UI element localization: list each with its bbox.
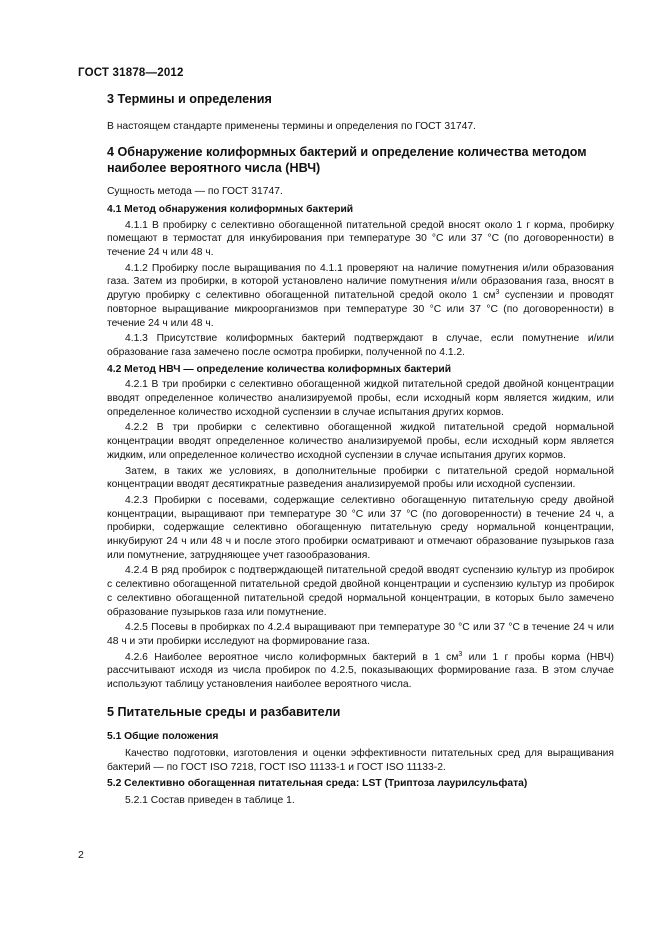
paragraph-4-2-1: 4.2.1 В три пробирки с селективно обогащенной жидкой питательной средой двойной концентрации вводят определенное количество анализируемой пробы, если исходный корм является жидким, или определенное количество исходной суспензии в случае испытания других кормов. <box>107 379 614 418</box>
paragraph-4-2-6 <box>107 651 614 692</box>
paragraph-4-2-5: 4.2.5 Посевы в пробирках по 4.2.4 выращивают при температуре 30 °С или 37 °С в течение 24 ч или 48 ч и эти пробирки исследуют на формирование газа. <box>107 622 614 647</box>
paragraph-5-1: Качество подготовки, изготовления и оценки эффективности питательных сред для выращивания бактерий — по ГОСТ ISO 7218, ГОСТ ISO 11133-1 и ГОСТ ISO 11133-2. <box>107 748 614 773</box>
subsection-5-1-title: 5.1 Общие положения <box>107 731 219 743</box>
section-5-title: 5 Питательные среды и разбавители <box>107 704 341 719</box>
subsection-4-2-title: 4.2 Метод НВЧ — определение количества колиформных бактерий <box>107 363 452 375</box>
cubic-superscript: 3 <box>495 289 500 297</box>
paragraph-4-1-2-part-a: 4.1.2 Пробирку после выращивания по 4.1.1 проверяют на наличие помутнения и/или образования газа. Затем из пробирки, в которой установлено наличие помутнения и/или образования газа, вносят в другую пробирку с селективно обогащенной питательной средой около 1 см <box>107 262 614 302</box>
paragraph-4-2-6-part-a: 4.2.6 Наиболее вероятное число колиформных бактерий в 1 см <box>125 651 459 663</box>
subsection-5-2-title: 5.2 Селективно обогащенная питательная среда: LST (Триптоза лаурилсульфата) <box>107 778 528 790</box>
paragraph-4-2-6-part-b: или 1 г пробы корма (НВЧ) рассчитывают исходя из числа пробирок по 4.2.5, показывающих формирование газа. В этом случае используют таблицу установления наиболее вероятного числа. <box>107 651 614 691</box>
section-3-paragraph: В настоящем стандарте применены термины и определения по ГОСТ 31747. <box>107 120 476 132</box>
paragraph-4-2-3: 4.2.3 Пробирки с посевами, содержащие селективно обогащенную питательную среду двойной концентрации, выращивают при температуре 30 °С или 37 °С (по договоренности) в течение 24 ч, а пробирки, содержащие селективно обогащенную питательную среду нормальной концентрации, инкубируют 24 ч или 48 ч и после этого пробирки осматривают и отмечают образование пузырьков газа или помутнение, затрудняющее учет газообразования. <box>107 494 614 561</box>
paragraph-4-1-2 <box>107 262 614 331</box>
paragraph-5-2-1: 5.2.1 Состав приведен в таблице 1. <box>125 795 295 807</box>
cubic-superscript: 3 <box>458 650 463 658</box>
page-number: 2 <box>78 849 84 861</box>
paragraph-4-1-3: 4.1.3 Присутствие колиформных бактерий подтверждают в случае, если помутнение и/или образование газа замечено после осмотра пробирки, полученной по 4.1.2. <box>107 333 614 358</box>
subsection-4-1-title: 4.1 Метод обнаружения колиформных бактерий <box>107 203 354 215</box>
section-4-intro: Сущность метода — по ГОСТ 31747. <box>107 186 283 198</box>
document-header: ГОСТ 31878—2012 <box>78 67 184 79</box>
paragraph-4-1-2-part-b: суспензии и проводят повторное выращивание микроорганизмов при температуре 30 °С или 37 °С (по договоренности) в течение 24 ч или 48 ч. <box>107 290 614 329</box>
section-3-title: 3 Термины и определения <box>107 92 272 106</box>
paragraph-4-2-2: 4.2.2 В три пробирки с селективно обогащенной жидкой питательной средой нормальной концентрации вводят определенное количество анализируемой пробы, если исходный корм является жидким, или определенное количество исходной суспензии в случае испытания других кормов. <box>107 422 614 461</box>
paragraph-4-2-4: 4.2.4 В ряд пробирок с подтверждающей питательной средой вводят суспензию культур из пробирок с селективно обогащенной питательной средой двойной концентрации и суспензию культур из пробирок с селективно обогащенной питательной средой нормальной концентрации, в которых было замечено образование пузырьков газа или помутнение. <box>107 565 614 618</box>
paragraph-4-2-2-continuation: Затем, в таких же условиях, в дополнительные пробирки с питательной средой нормальной концентрации вводят десятикратные разведения анализируемой пробы или исходной суспензии. <box>107 465 614 491</box>
document-body <box>107 92 614 808</box>
section-4-title: 4 Обнаружение колиформных бактерий и определение количества методом наиболее вероятного числа (НВЧ) <box>107 145 587 175</box>
paragraph-4-1-1: 4.1.1 В пробирку с селективно обогащенной питательной средой вносят около 1 г корма, пробирку помещают в термостат для инкубирования при температуре 30 °С или 37 °С (по договоренности) в течение 24 ч или 48 ч. <box>107 219 614 259</box>
